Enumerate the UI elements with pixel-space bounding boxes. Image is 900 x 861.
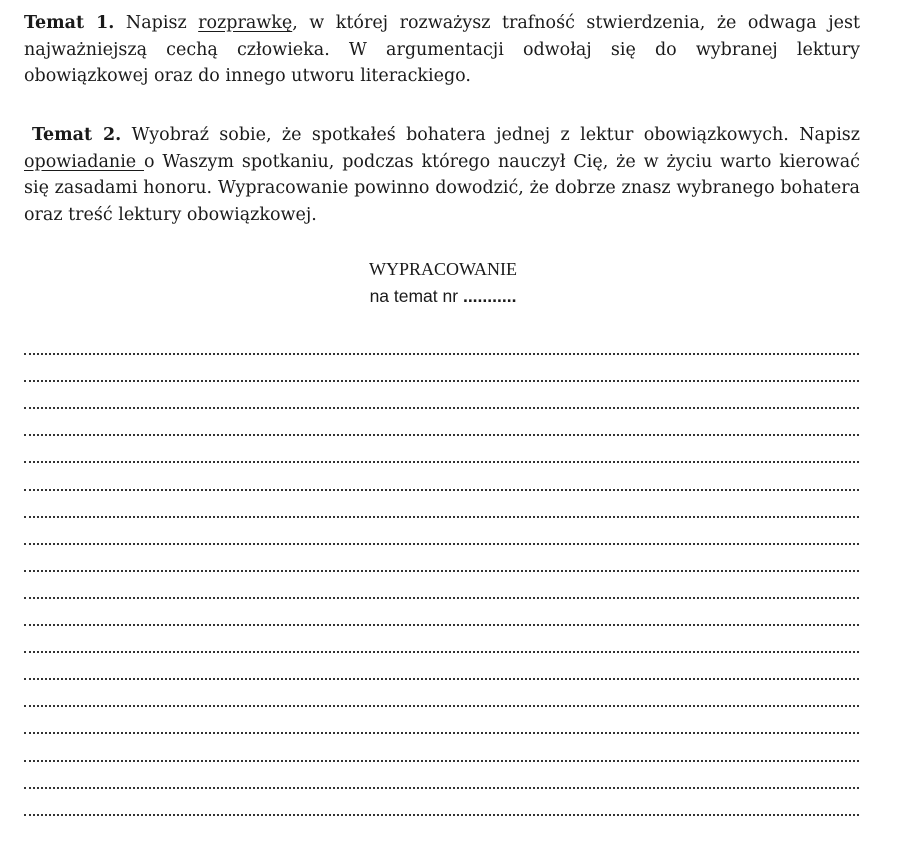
writing-line[interactable] [24,814,859,816]
writing-line[interactable] [24,760,859,762]
topic-1-label: Temat 1. [24,13,115,33]
topic-2-text-end: o Waszym spotkaniu, podczas którego nauczył Cię, że w życiu warto kierować się zasadami honoru. Wypracowanie powinno dowodzić, że dobrze znasz wybranego bohatera oraz treść lektury obowiązkowej. [24,151,860,225]
writing-line[interactable] [24,407,859,409]
topic-number-label: na temat nr [369,286,463,306]
topic-2-keyword: opowiadanie [24,151,145,172]
topic-1-keyword: rozprawkę [198,13,293,33]
topic-1-text-start: Napisz [114,13,199,33]
writing-line[interactable] [24,624,859,626]
writing-line[interactable] [24,380,859,382]
writing-line[interactable] [24,489,859,491]
topic-2-label: Temat 2. [32,125,122,145]
writing-line[interactable] [24,705,859,707]
topic-2-text-start: Wyobraź sobie, że spotkałeś bohatera jednej z lektur obowiązkowych. Napisz [121,125,860,145]
topic-number-prompt [0,285,886,307]
writing-line[interactable] [24,516,859,518]
writing-line[interactable] [24,543,859,545]
topic-1-prompt [24,10,860,90]
topic-2-prompt [24,122,860,228]
writing-line[interactable] [24,597,859,599]
writing-line[interactable] [24,570,859,572]
writing-line[interactable] [24,434,859,436]
essay-title: WYPRACOWANIE [369,259,517,279]
writing-line[interactable] [24,732,859,734]
writing-line[interactable] [24,461,859,463]
topic-number-blank[interactable]: ........... [462,286,517,306]
writing-line[interactable] [24,651,859,653]
writing-line[interactable] [24,787,859,789]
writing-line[interactable] [24,678,859,680]
topic-1-text-end: , w której rozważysz trafność stwierdzenia, że odwaga jest najważniejszą cechą człowieka. W argumentacji odwołaj się do wybranej lektury obowiązkowej oraz do innego utworu literackiego. [24,13,861,86]
writing-line[interactable] [24,353,859,355]
